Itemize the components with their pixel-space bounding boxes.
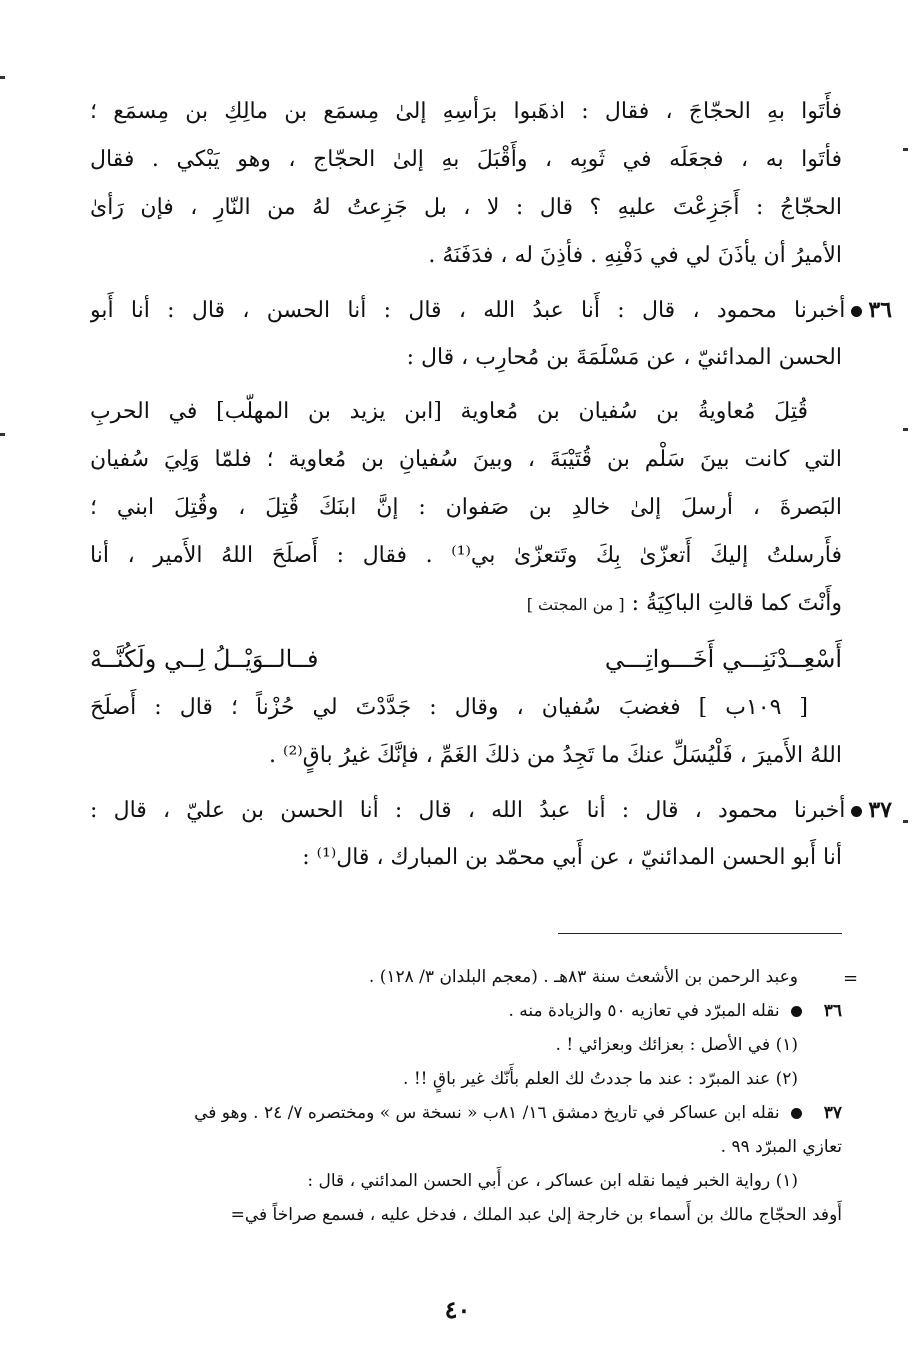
text-line: التي كانت بينَ سَلْم بن قُتَيْبَةَ ، وبينَ سُفيانِ بن مُعاوية ؛ فلمّا وَلِيَ سُفيان <box>90 447 842 472</box>
hadith-number: ٣٦ <box>868 297 892 323</box>
scan-edge-mark <box>903 148 908 151</box>
hadith-36-ending <box>90 684 842 780</box>
text-line: [ ١٠٩ب ] فغضبَ سُفيان ، وقال : جَدَّدْتَ لي حُزْناً ؛ قال : أَصلَحَ <box>90 695 808 720</box>
footnote-number: ٣٦ <box>823 1001 842 1021</box>
poetry-verse <box>90 634 842 684</box>
hadith-36-matn <box>90 388 842 628</box>
footnote-number: ٣٧ <box>823 1103 842 1123</box>
poetic-meter: [ من المجتث ] <box>526 595 625 614</box>
hadith-number: ٣٧ <box>868 797 892 823</box>
footnote-divider <box>558 933 842 934</box>
footnotes <box>78 960 842 1232</box>
footnote-37 <box>78 1096 842 1130</box>
main-text <box>90 88 892 888</box>
text-line: أنا أَبو الحسن المدائنيّ ، عن أَبي محمّد بن المبارك ، قال⁽¹⁾ : <box>302 845 842 870</box>
text-line: قُتِلَ مُعاويةُ بن سُفيان بن مُعاوية [ابن يزيد بن المهلّب] في الحربِ <box>90 399 808 424</box>
scan-edge-mark <box>0 433 5 436</box>
scan-edge-mark <box>903 820 908 823</box>
footnote-sub: (٢) عند المبرّد : عند ما جددتُ لك العلم بأَنّك غير باقٍ !! . <box>403 1069 798 1089</box>
text-line <box>90 580 842 628</box>
text-line <box>90 286 892 334</box>
text-line: الحسن المدائنيّ ، عن مَسْلَمَةَ بن مُحارِب ، قال : <box>406 345 842 370</box>
scan-edge-mark <box>903 428 908 431</box>
isnad-text: أخبرنا محمود ، قال : أنا عبدُ الله ، قال : أنا الحسن بن عليّ ، قال : <box>90 798 846 823</box>
text-line: الحجّاجُ : أَجَزِعْتَ عليهِ ؟ قال : لا ، بل جَزِعتُ لهُ من النّارِ ، فإن رَأىٰ <box>90 195 842 220</box>
verse-second-hemistich: فــالــوَيْــلُ لِــي ولَكُنَّــهْ <box>90 645 319 673</box>
continuation-mark: = <box>843 968 859 989</box>
footnote-carry: وعبد الرحمن بن الأشعث سنة ٨٣هـ . (معجم البلدان ٣/ ١٢٨) . <box>368 967 798 987</box>
text-line: فأَتَوا بهِ الحجّاجَ ، فقال : اذهَبوا برَأسِهِ إلىٰ مِسمَع بن مالِكِ بن مِسمَع ؛ <box>90 99 842 124</box>
footnote-sub: (١) رواية الخبر فيما نقله ابن عساكر ، عن أَبي الحسن المدائني ، قال : <box>307 1171 798 1191</box>
isnad-text: أخبرنا محمود ، قال : أَنا عبدُ الله ، قال : أنا الحسن ، قال : أنا أَبو <box>90 298 846 323</box>
hadith-36-isnad <box>90 286 892 382</box>
footnote-sub: (١) في الأصل : بعزائك وبعزائي ! . <box>555 1035 798 1055</box>
bullet-icon <box>851 306 862 317</box>
bullet-icon <box>791 1006 802 1017</box>
text-fragment: وأَنْتَ كما قالتِ الباكِيَةُ : <box>631 591 842 616</box>
text-line: فأتَوا به ، فجعَلَه في ثَوبِه ، وأَقْبَلَ بهِ إلىٰ الحجّاج ، وهو يَبْكي . فقال <box>90 147 842 172</box>
bullet-icon <box>851 806 862 817</box>
bullet-icon <box>791 1108 802 1119</box>
text-line: فأَرسلتُ إليكَ أَتعزّىٰ بِكَ وتَتعزّىٰ بي⁽¹⁾ . فقال : أَصلَحَ اللهُ الأَمير ، أنا <box>90 543 842 568</box>
hadith-37-isnad <box>90 786 892 882</box>
footnote-text: نقله المبرّد في تعازيه ٥٠ والزيادة منه . <box>508 1001 780 1021</box>
text-line: اللهُ الأَميرَ ، فَلْيُسَلِّ عنكَ ما تَجِدُ من ذلكَ الغَمِّ ، فإنَّكَ غيرُ باقٍ⁽²⁾ . <box>269 743 842 768</box>
footnote-sub-continued: أَوفد الحجّاج مالك بن أَسماء بن خارجة إلىٰ عبد الملك ، فدخل عليه ، فسمع صراخاً في= <box>230 1205 842 1225</box>
text-line <box>90 786 892 834</box>
text-line: البَصرةَ ، أرسلَ إلىٰ خالدِ بن صَفوان : إنَّ ابنَكَ قُتِلَ ، وقُتِلَ ابني ؛ <box>90 495 842 520</box>
verse-first-hemistich: أَسْعِــدْنَنِـــي أَخَـــواتِـــي <box>604 645 842 673</box>
paragraph-continuation <box>90 88 842 280</box>
text-line: الأميرُ أن يأذَنَ لي في دَفْنِهِ . فأذِنَ له ، فدَفَنَهُ . <box>428 243 842 268</box>
footnote-text-continued: تعازي المبرّد ٩٩ . <box>720 1137 842 1157</box>
footnote-36 <box>78 994 842 1028</box>
footnote-text: نقله ابن عساكر في تاريخ دمشق ١٦/ ٨١ب « نسخة س » ومختصره ٧/ ٢٤ . وهو في <box>194 1103 780 1123</box>
page-number: ٤٠ <box>444 1295 471 1324</box>
scan-edge-mark <box>0 76 5 79</box>
